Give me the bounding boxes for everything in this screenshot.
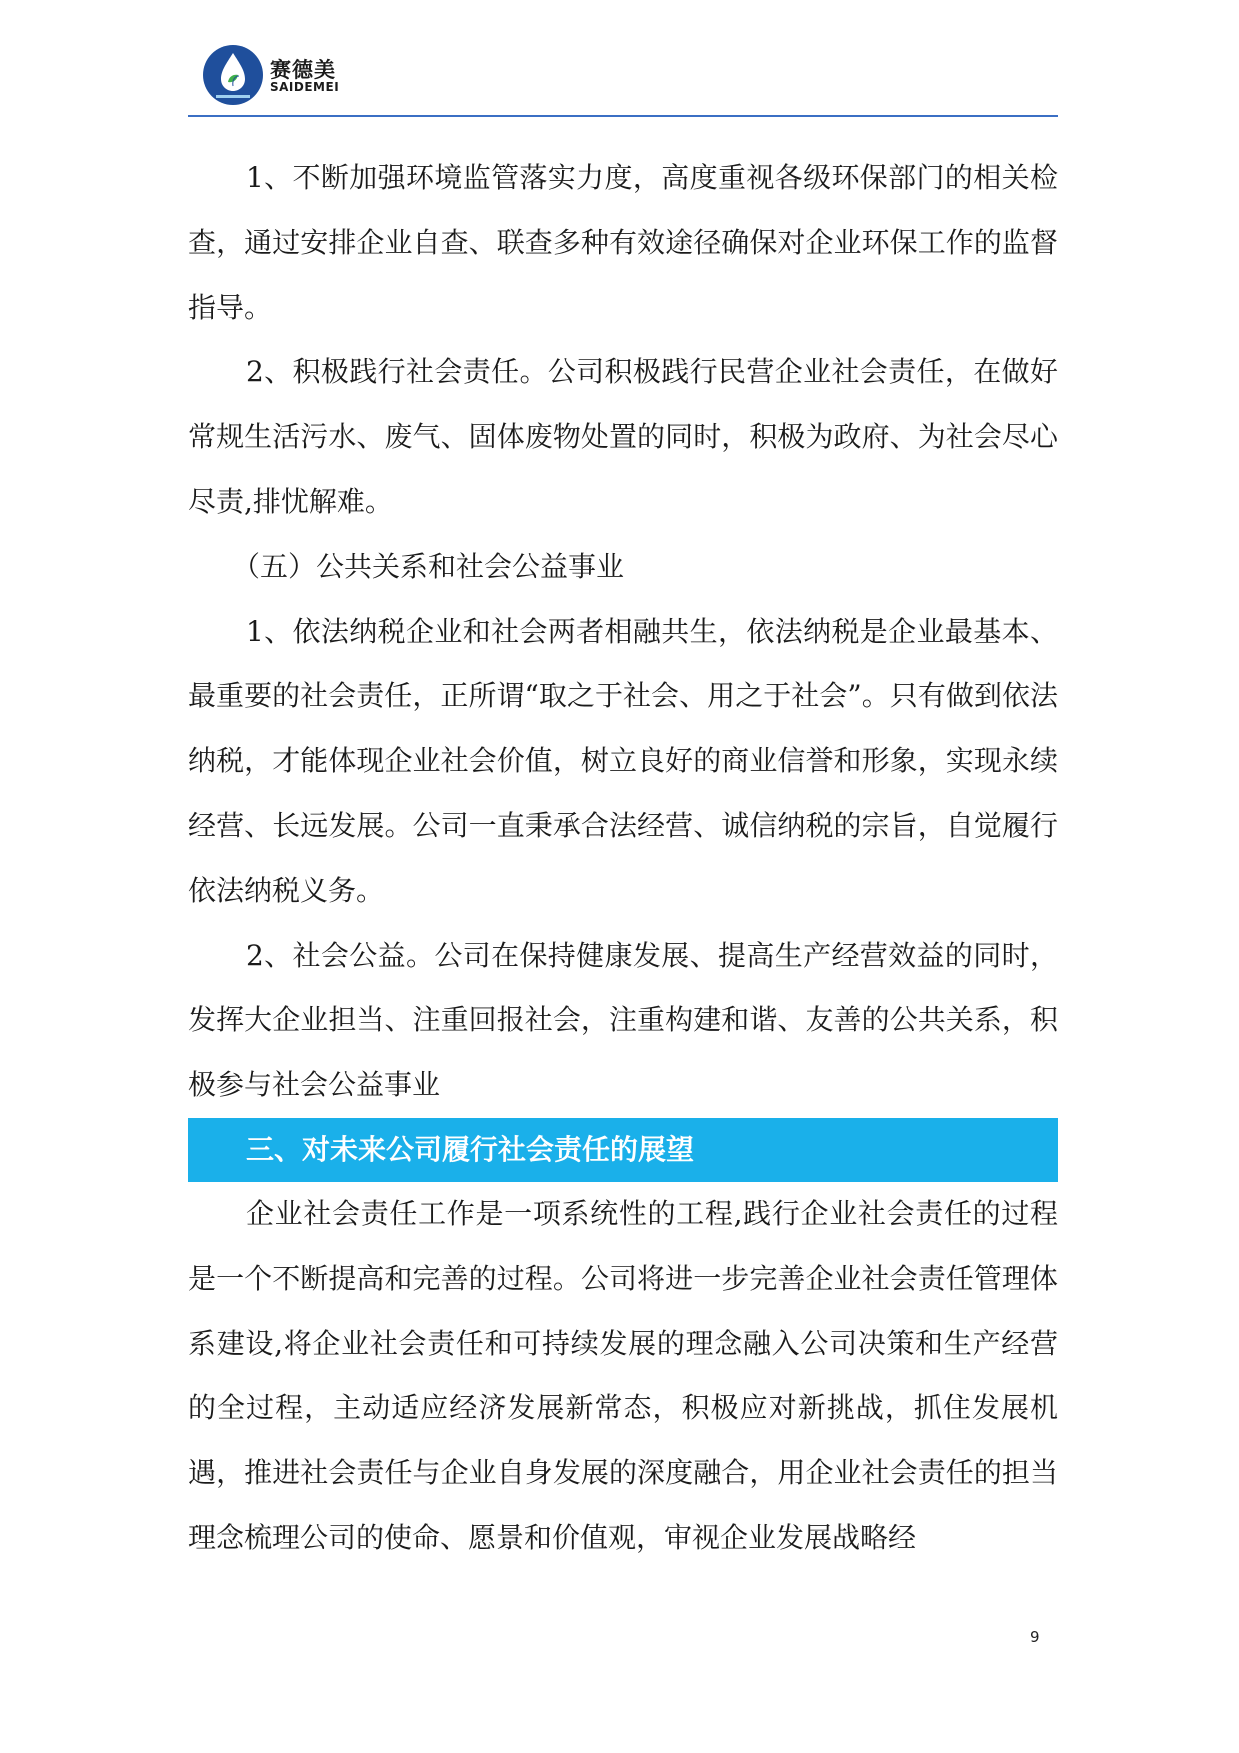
paragraph-public-welfare: 2、社会公益。公司在保持健康发展、提高生产经营效益的同时，发挥大企业担当、注重回报社会，注重构建和谐、友善的公共关系，积极参与社会公益事业 xyxy=(188,938,1058,1102)
paragraph-social-responsibility: 2、积极践行社会责任。公司积极践行民营企业社会责任，在做好常规生活污水、废气、固体废物处置的同时，积极为政府、为社会尽心尽责,排忧解难。 xyxy=(188,355,1058,518)
brand-name-cn: 赛德美 xyxy=(270,58,336,82)
paragraph-outlook: 企业社会责任工作是一项系统性的工程,践行企业社会责任的过程是一个不断提高和完善的过程。公司将进一步完善企业社会责任管理体系建设,将企业社会责任和可持续发展的理念融入公司决策和生产经营的全过程，主动适应经济发展新常态，积极应对新挑战，抓住发展机遇，推进社会责任与企业自身发展的深度融合，用企业社会责任的担当理念梳理公司的使命、愿景和价值观，审视企业发展战略经 xyxy=(188,1196,1058,1554)
section-heading-outlook: 三、对未来公司履行社会责任的展望 xyxy=(188,1118,1058,1182)
paragraph-env-supervision: 1、不断加强环境监管落实力度，高度重视各级环保部门的相关检查，通过安排企业自查、联查多种有效途径确保对企业环保工作的监督指导。 xyxy=(188,161,1058,324)
document-body xyxy=(188,146,1058,1571)
brand-name-en: SAIDEMEI xyxy=(270,80,340,94)
subheading-public-relations: （五）公共关系和社会公益事业 xyxy=(232,549,625,583)
page-number: 9 xyxy=(1030,1628,1040,1646)
paragraph-tax: 1、依法纳税企业和社会两者相融共生，依法纳税是企业最基本、最重要的社会责任，正所谓“取之于社会、用之于社会”。只有做到依法纳税，才能体现企业社会价值，树立良好的商业信誉和形象，实现永续经营、长远发展。公司一直秉承合法经营、诚信纳税的宗旨，自觉履行依法纳税义务。 xyxy=(188,614,1058,907)
page-header xyxy=(188,40,1058,116)
water-drop-leaf-icon xyxy=(202,44,264,106)
header-divider xyxy=(188,115,1058,117)
